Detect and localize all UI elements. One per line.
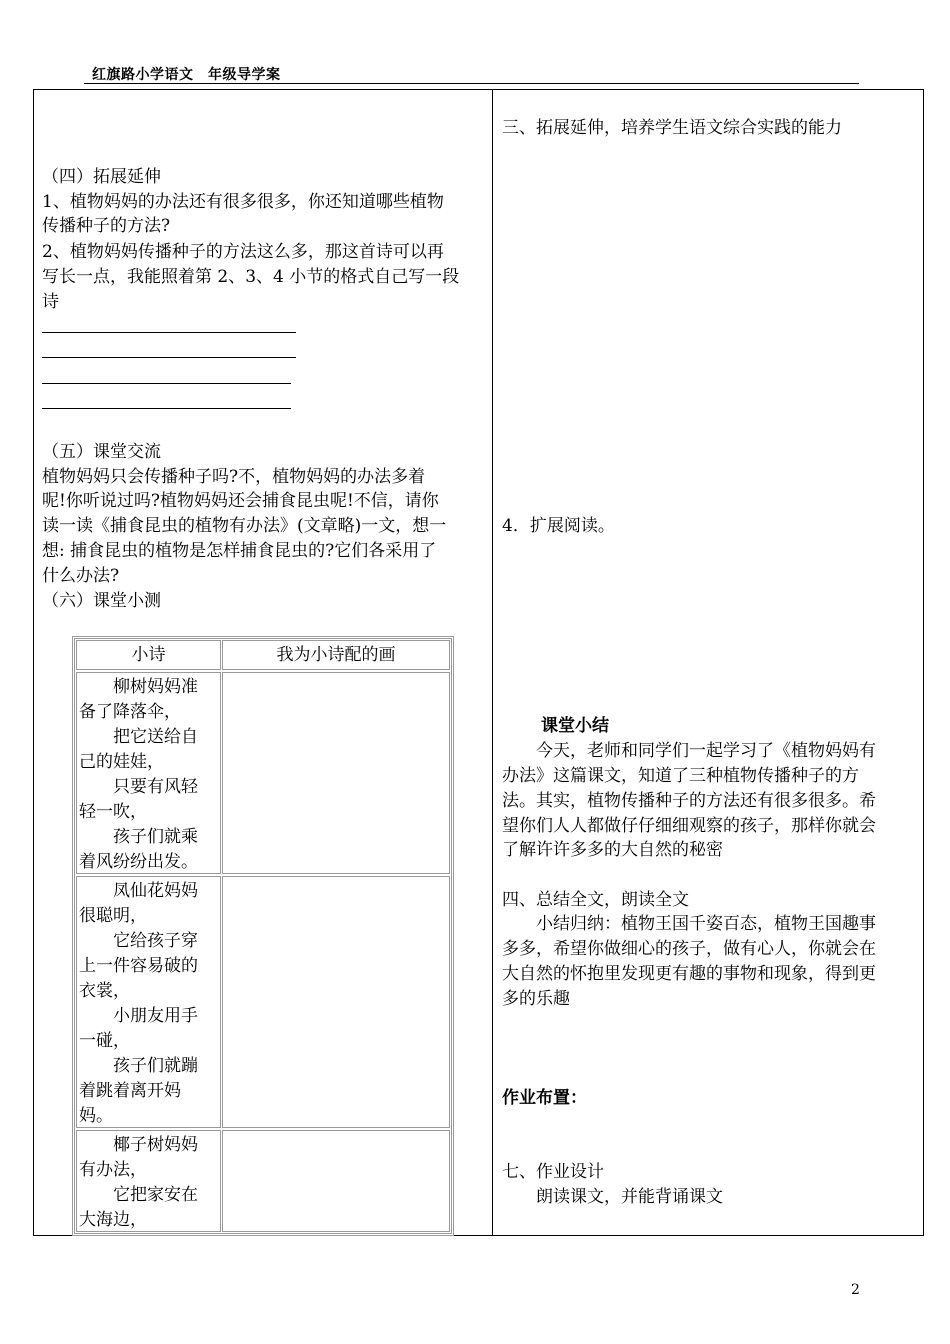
poem-line: 轻一吹，: [79, 802, 147, 822]
conclusion-line: 大自然的怀抱里发现更有趣的事物和现象，得到更: [502, 964, 876, 984]
section4-title: （四）拓展延伸: [42, 167, 161, 187]
answer-line[interactable]: [42, 408, 291, 409]
drawing-cell[interactable]: [222, 1130, 450, 1232]
heading-homework-design: 七、作业设计: [502, 1162, 604, 1182]
poem-line: 有办法，: [79, 1160, 147, 1180]
conclusion-line: 多多，希望你做细心的孩子，做有心人，你就会在: [502, 939, 876, 959]
header-poem: 小诗: [131, 645, 166, 665]
answer-line[interactable]: [42, 357, 296, 358]
section6-title: （六）课堂小测: [42, 591, 161, 611]
homework-item: 朗读课文，并能背诵课文: [502, 1187, 723, 1207]
poem-line: 凤仙花妈妈: [79, 881, 198, 901]
summary-title: 课堂小结: [541, 716, 609, 736]
summary-line: 今天，老师和同学们一起学习了《植物妈妈有: [502, 741, 876, 761]
poem-line: 只要有风轻: [79, 777, 198, 797]
homework-title: 作业布置：: [502, 1088, 587, 1108]
poem-line: 柳树妈妈准: [79, 677, 198, 697]
poem-line: 己的娃娃，: [79, 752, 164, 772]
table-row: [76, 876, 221, 1128]
conclusion-line: 小结归纳：植物王国千姿百态，植物王国趣事: [502, 914, 876, 934]
poem-line: 把它送给自: [79, 727, 198, 747]
poem-line: 很聪明，: [79, 906, 147, 926]
table-row: [76, 1130, 221, 1232]
poem-line: 备了降落伞，: [79, 702, 181, 722]
poem-line: 大海边，: [79, 1210, 147, 1230]
section5-line: 植物妈妈只会传播种子吗?不，植物妈妈的办法多着: [42, 467, 426, 487]
summary-line: 法。其实，植物传播种子的方法还有很多很多。希: [502, 791, 876, 811]
poem-line: 一碰，: [79, 1031, 130, 1051]
poem-line: 孩子们就乘: [79, 827, 198, 847]
section5-line: 什么办法?: [42, 566, 120, 586]
section4-q2-line2: 写长一点，我能照着第 2、3、4 小节的格式自己写一段: [42, 267, 460, 287]
section4-q2-line1: 2、植物妈妈传播种子的方法这么多，那这首诗可以再: [42, 242, 444, 262]
section5-title: （五）课堂交流: [42, 442, 161, 462]
drawing-cell[interactable]: [222, 876, 450, 1128]
table-header-cell: [76, 640, 221, 670]
summary-line: 了解许许多多的大自然的秘密: [502, 840, 723, 860]
table-header-cell: [222, 640, 450, 670]
drawing-cell[interactable]: [222, 672, 450, 874]
poem-line: 妈。: [79, 1106, 113, 1126]
page-number: 2: [851, 1282, 860, 1298]
section5-line: 想: 捕食昆虫的植物是怎样捕食昆虫的?它们各采用了: [42, 541, 437, 561]
header-drawing: 我为小诗配的画: [276, 645, 396, 665]
summary-line: 望你们人人都做仔仔细细观察的孩子，那样你就会: [502, 816, 876, 836]
answer-line[interactable]: [42, 332, 296, 333]
poem-line: 它给孩子穿: [79, 931, 198, 951]
poem-line: 小朋友用手: [79, 1006, 198, 1026]
column-divider: [492, 89, 493, 1236]
poem-line: 着跳着离开妈: [79, 1081, 181, 1101]
heading-extension: 三、拓展延伸，培养学生语文综合实践的能力: [502, 118, 842, 138]
poem-line: 衣裳，: [79, 981, 130, 1001]
conclusion-line: 多的乐趣: [502, 989, 570, 1009]
section4-q2-line3: 诗: [42, 292, 59, 312]
summary-line: 办法》这篇课文，知道了三种植物传播种子的方: [502, 766, 859, 786]
poem-table: [72, 636, 454, 1236]
poem-line: 它把家安在: [79, 1185, 198, 1205]
poem-line: 上一件容易破的: [79, 956, 198, 976]
poem-line: 孩子们就蹦: [79, 1056, 198, 1076]
heading-conclusion: 四、总结全文，朗读全文: [502, 890, 689, 910]
answer-line[interactable]: [42, 383, 291, 384]
poem-line: 椰子树妈妈: [79, 1135, 198, 1155]
section5-line: 读一读《捕食昆虫的植物有办法》(文章略)一文，想一: [42, 516, 447, 536]
header-rule: [84, 83, 859, 84]
extended-reading-item: 4．扩展阅读。: [502, 516, 615, 536]
table-row: [76, 672, 221, 874]
section5-line: 呢!你听说过吗?植物妈妈还会捕食昆虫呢!不信，请你: [42, 491, 439, 511]
document-header: 红旗路小学语文 年级导学案: [92, 67, 281, 83]
section4-q1-line2: 传播种子的方法?: [42, 216, 171, 236]
poem-line: 着风纷纷出发。: [79, 852, 198, 872]
section4-q1-line1: 1、植物妈妈的办法还有很多很多，你还知道哪些植物: [42, 192, 444, 212]
